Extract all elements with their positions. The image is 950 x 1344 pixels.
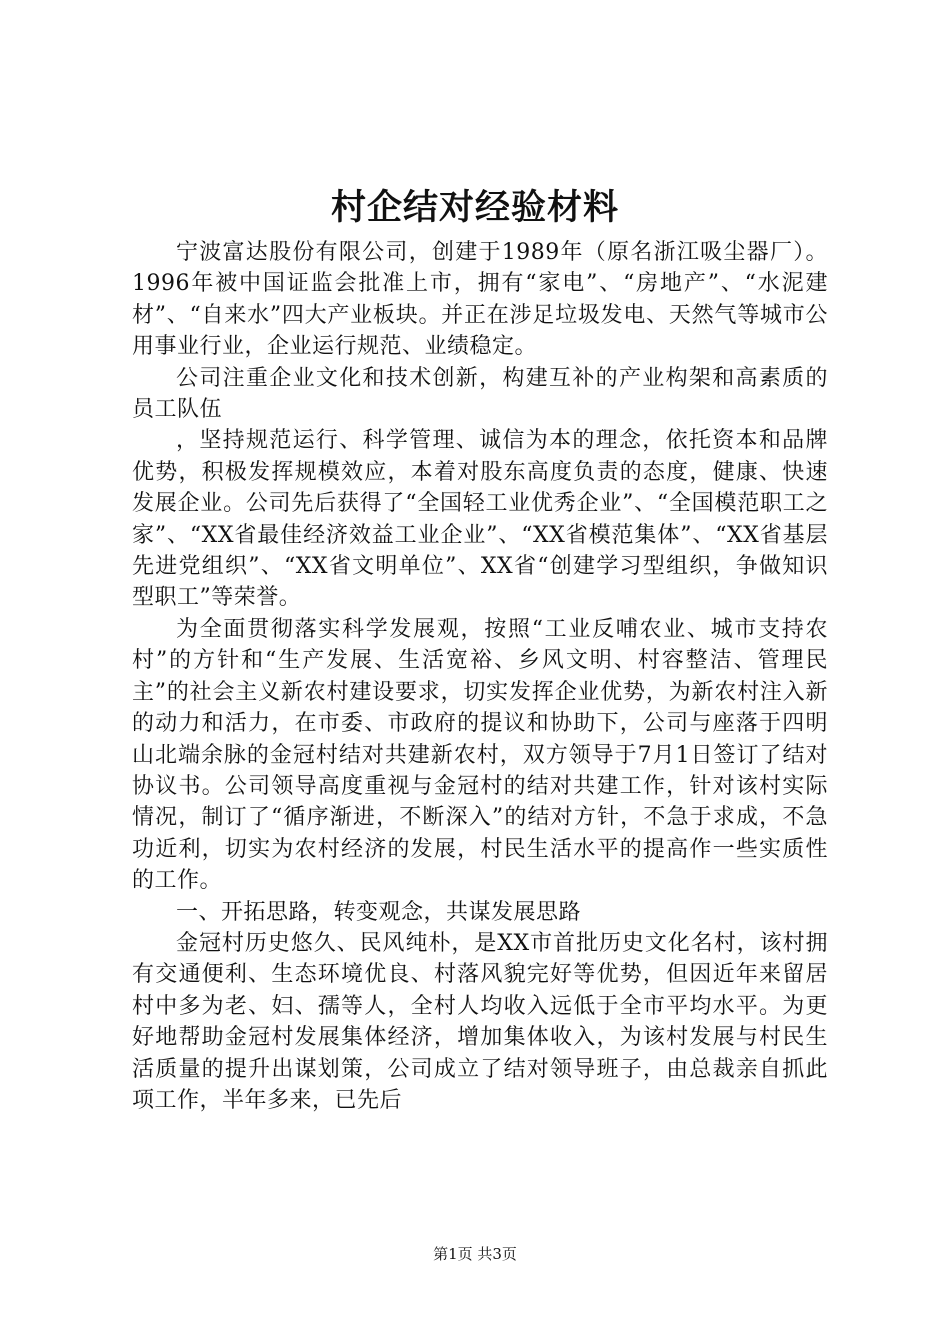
document-body [132,237,828,1116]
paragraph-village: 金冠村历史悠久、民风纯朴，是XX市首批历史文化名村，该村拥有交通便利、生态环境优良、村落风貌完好等优势，但因近年来留居村中多为老、妇、孺等人，全村人均收入远低于全市平均水平。为更好地帮助金冠村发展集体经济，增加集体收入，为该村发展与村民生活质量的提升出谋划策，公司成立了结对领导班子，由总裁亲自抓此项工作，半年多来，已先后 [132,930,828,1113]
page-number-footer: 第1页 共3页 [433,1245,517,1263]
section-heading-1: 一、开拓思路，转变观念，共谋发展思路 [176,899,582,925]
paragraph-honors: ，坚持规范运行、科学管理、诚信为本的理念，依托资本和品牌优势，积极发挥规模效应，本着对股东高度负责的态度，健康、快速发展企业。公司先后获得了“全国轻工业优秀企业”、“全国模范职工之家”、“XX省最佳经济效益工业企业”、“XX省模范集体”、“XX省基层先进党组织”、“XX省文明单位”、XX省“创建学习型组织，争做知识型职工”等荣誉。 [132,428,828,611]
document-title: 村企结对经验材料 [330,187,619,228]
paragraph-pairing: 为全面贯彻落实科学发展观，按照“工业反哺农业、城市支持农村”的方针和“生产发展、生活宽裕、乡风文明、村容整洁、管理民主”的社会主义新农村建设要求，切实发挥企业优势，为新农村注入新的动力和活力，在市委、市政府的提议和协助下，公司与座落于四明山北端余脉的金冠村结对共建新农村，双方领导于7月1日签订了结对协议书。公司领导高度重视与金冠村的结对共建工作，针对该村实际情况，制订了“循序渐进，不断深入”的结对方针，不急于求成，不急功近利，切实为农村经济的发展，村民生活水平的提高作一些实质性的工作。 [132,616,828,894]
paragraph-culture: 公司注重企业文化和技术创新，构建互补的产业构架和高素质的员工队伍 [132,365,828,423]
paragraph-company-intro: 宁波富达股份有限公司，创建于1989年（原名浙江吸尘器厂）。1996年被中国证监会批准上市，拥有“家电”、“房地产”、“水泥建材”、“自来水”四大产业板块。并正在涉足垃圾发电、天然气等城市公用事业行业，企业运行规范、业绩稳定。 [132,240,828,360]
